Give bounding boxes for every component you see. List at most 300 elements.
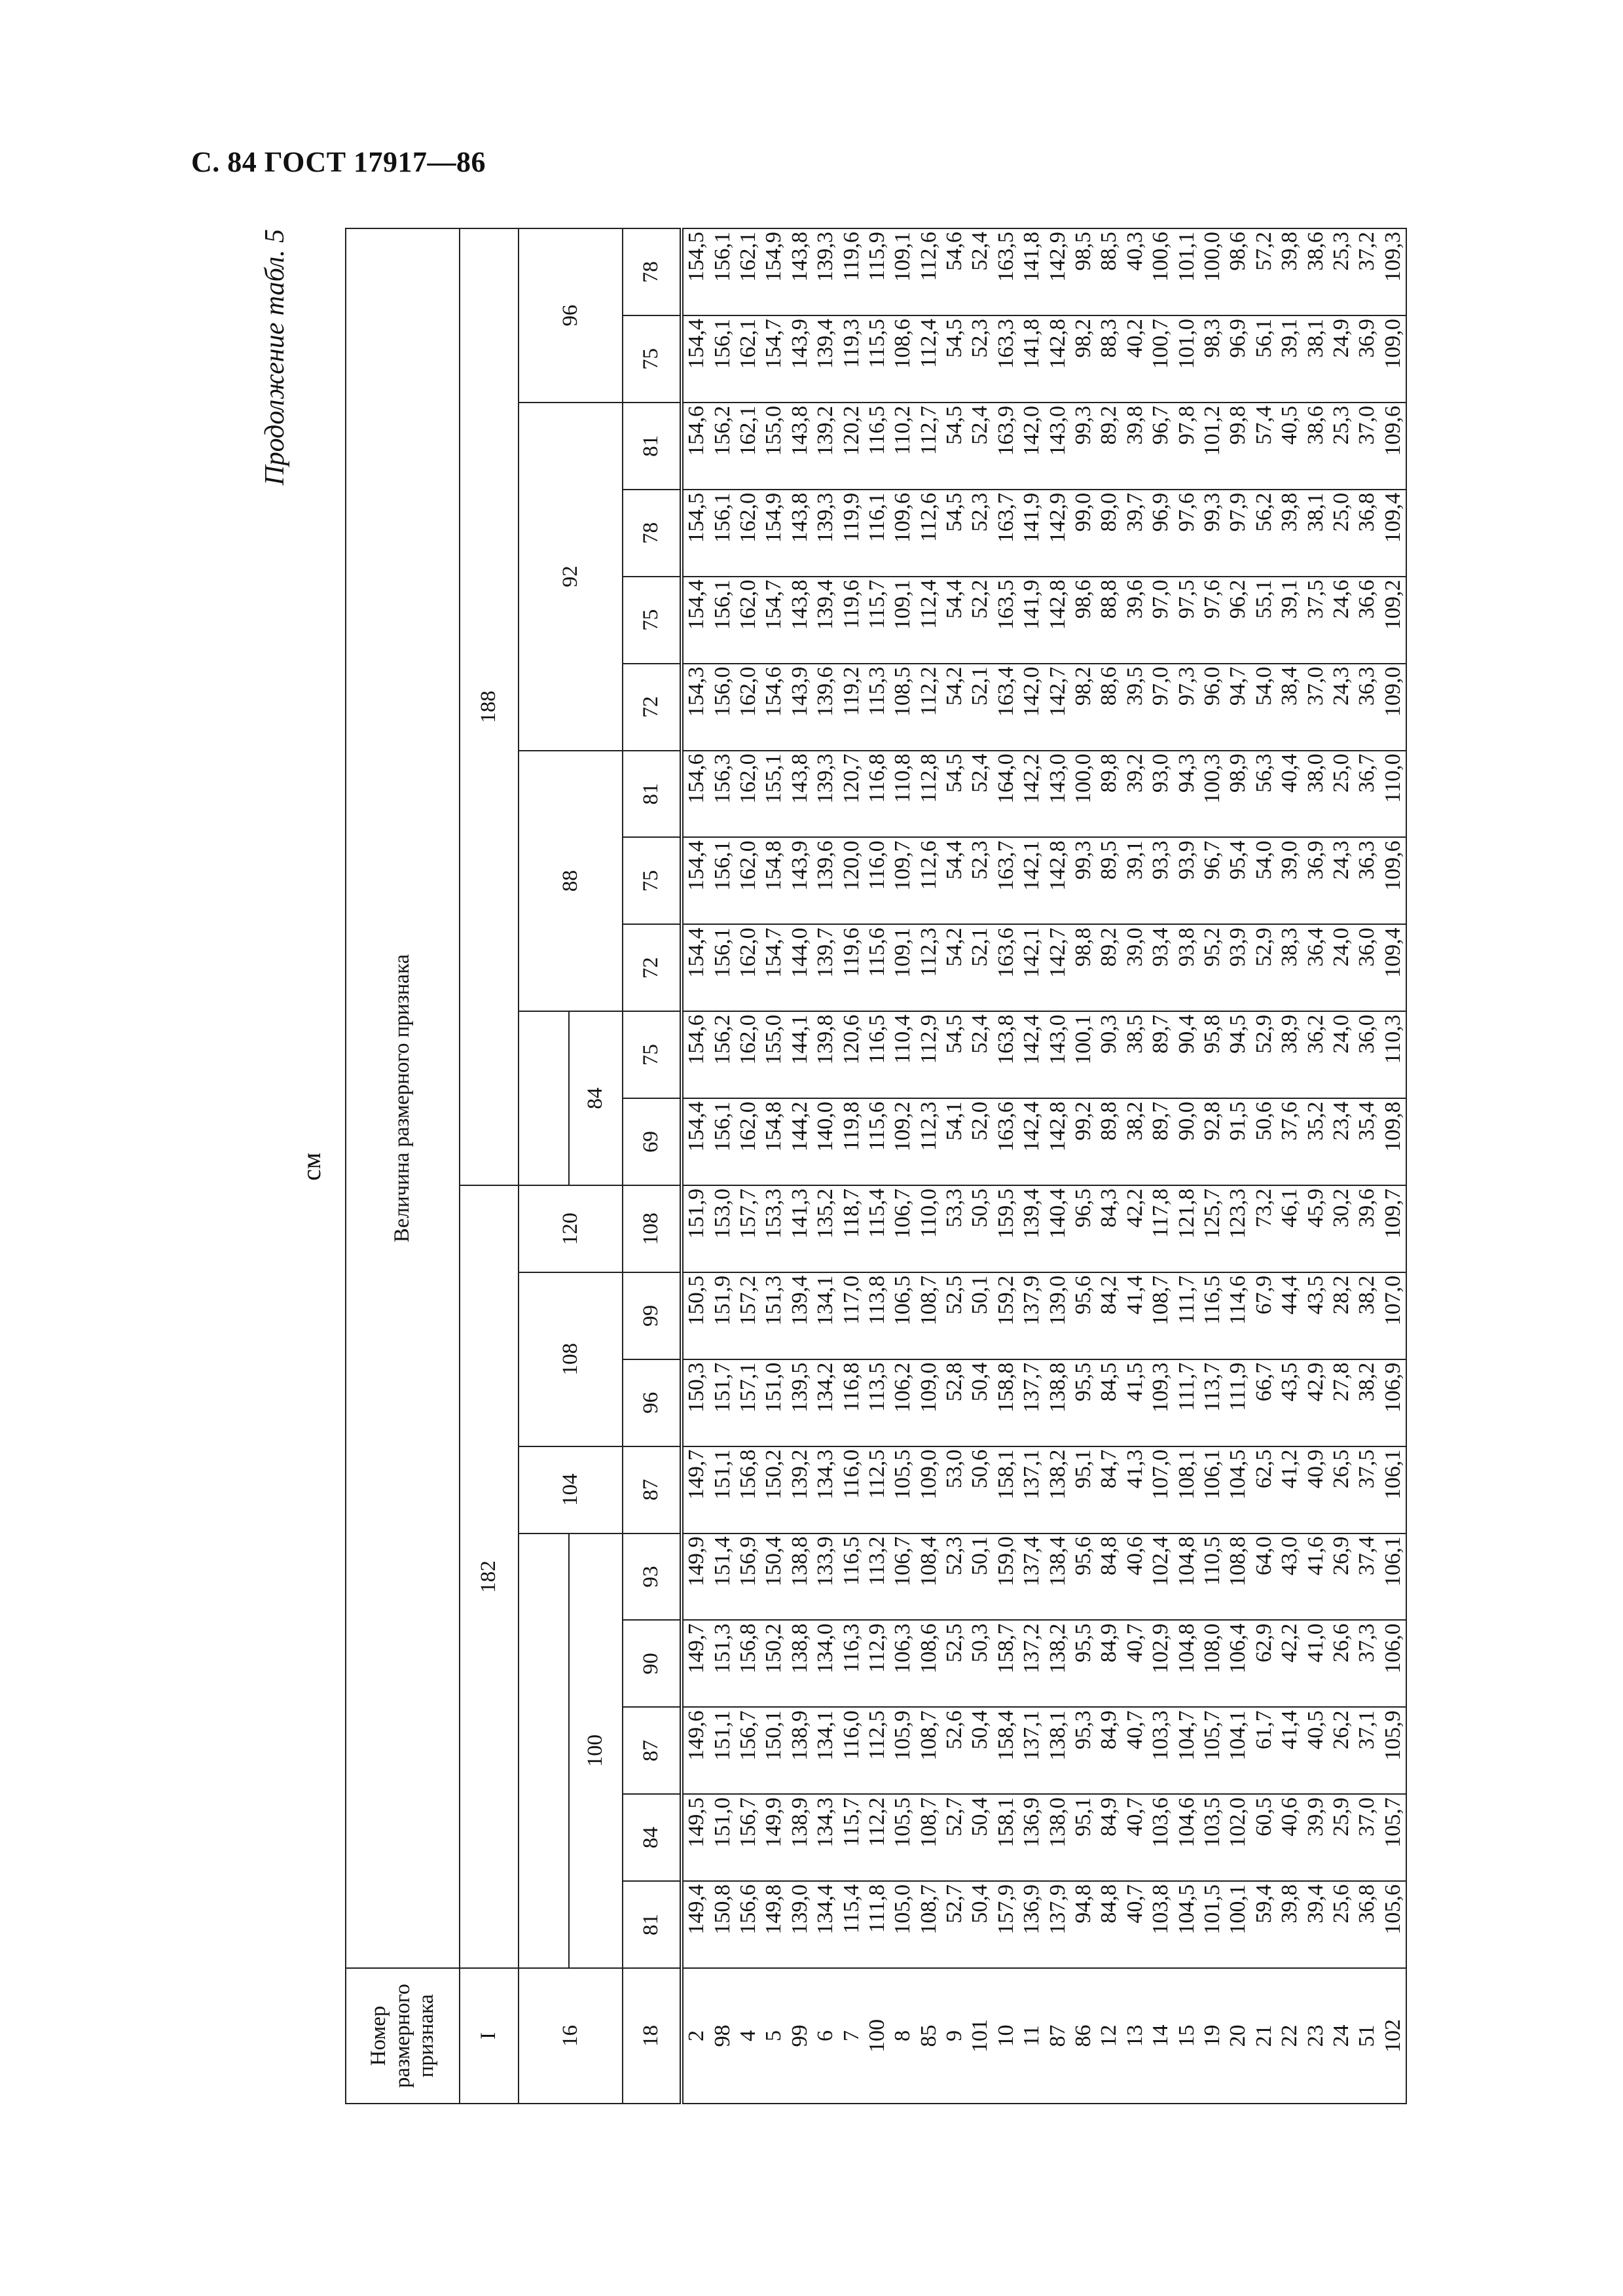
table-cell: 158,7 [993,1620,1019,1707]
table-cell: 35,2 [1302,1098,1328,1185]
table-cell: 112,3 [916,924,941,1011]
row-label: 87 [1044,1968,1070,2104]
table-cell: 108,0 [1199,1620,1225,1707]
table-row [1122,228,1148,2104]
table-cell: 88,5 [1096,228,1122,315]
table-cell: 104,5 [1225,1446,1250,1534]
table-cell: 142,4 [1019,1011,1044,1098]
table-cell: 106,4 [1225,1620,1250,1707]
table-cell: 107,0 [1380,1272,1406,1359]
table-cell: 35,4 [1354,1098,1379,1185]
table-cell: 138,4 [1044,1534,1070,1621]
table-cell: 38,1 [1302,315,1328,403]
table-cell: 150,5 [682,1272,709,1359]
table-cell: 156,1 [709,924,735,1011]
table-cell: 26,6 [1328,1620,1354,1707]
table-cell: 98,5 [1070,228,1096,315]
table-cell: 37,0 [1354,1794,1379,1881]
table-cell: 162,0 [735,837,761,924]
table-cell: 24,9 [1328,315,1354,403]
table-cell: 107,0 [1148,1446,1173,1534]
table-cell: 54,5 [941,751,967,838]
table-cell: 95,6 [1070,1272,1096,1359]
table-cell: 155,1 [761,751,786,838]
table-cell: 137,4 [1019,1534,1044,1621]
table-cell: 137,2 [1019,1620,1044,1707]
table-cell: 37,2 [1354,228,1379,315]
table-cell: 138,1 [1044,1707,1070,1794]
table-cell: 54,1 [941,1098,967,1185]
table-cell: 100,6 [1148,228,1173,315]
table-cell: 108,5 [890,664,915,751]
table-cell: 162,1 [735,403,761,490]
table-cell: 39,6 [1354,1185,1379,1272]
stub-level-1: I [460,1968,519,2104]
row-label: 51 [1354,1968,1379,2104]
table-cell: 142,2 [1019,751,1044,838]
table-cell: 158,8 [993,1359,1019,1446]
table-cell: 113,5 [864,1359,890,1446]
table-cell: 97,5 [1173,577,1199,664]
group-header: 182 [460,1185,519,1968]
table-cell: 95,4 [1225,837,1250,924]
table-cell: 36,8 [1354,1881,1379,1968]
table-cell: 54,5 [941,1011,967,1098]
table-cell: 106,2 [890,1359,915,1446]
table-cell: 36,3 [1354,664,1379,751]
table-cell: 139,4 [812,577,838,664]
table-cell: 42,2 [1122,1185,1148,1272]
table-cell: 90,3 [1096,1011,1122,1098]
table-row [1070,228,1096,2104]
row-label: 8 [890,1968,915,2104]
table-cell: 56,3 [1251,751,1277,838]
table-cell: 156,7 [735,1794,761,1881]
table-cell: 41,4 [1277,1707,1302,1794]
table-row [838,228,864,2104]
table-row [890,228,915,2104]
table-row [993,228,1019,2104]
table-cell: 112,9 [864,1620,890,1707]
column-header: 81 [623,403,682,490]
table-cell: 37,0 [1354,403,1379,490]
table-cell: 156,6 [735,1881,761,1968]
column-header: 99 [623,1272,682,1359]
table-cell: 154,6 [761,664,786,751]
table-cell: 52,3 [967,490,993,577]
table-cell: 40,7 [1122,1620,1148,1707]
table-cell: 151,0 [709,1794,735,1881]
table-cell: 106,9 [1380,1359,1406,1446]
table-cell: 140,4 [1044,1185,1070,1272]
table-cell: 96,9 [1225,315,1250,403]
table-cell: 40,2 [1122,315,1148,403]
table-cell: 50,4 [967,1881,993,1968]
table-cell: 104,5 [1173,1881,1199,1968]
table-cell: 98,9 [1225,751,1250,838]
table-cell: 112,3 [916,1098,941,1185]
table-cell: 62,5 [1251,1446,1277,1534]
table-cell: 144,0 [787,924,812,1011]
table-cell: 119,6 [838,924,864,1011]
table-row [812,228,838,2104]
table-cell: 95,5 [1070,1359,1096,1446]
table-cell: 141,8 [1019,315,1044,403]
table-cell: 108,4 [916,1534,941,1621]
column-header: 75 [623,1011,682,1098]
table-cell: 54,2 [941,924,967,1011]
table-cell: 106,1 [1380,1446,1406,1534]
table-cell: 142,1 [1019,837,1044,924]
table-cell: 100,0 [1070,751,1096,838]
table-cell: 25,3 [1328,228,1354,315]
table-cell: 143,8 [787,751,812,838]
subgroup-header: 84 [569,1011,623,1185]
table-cell: 154,4 [682,924,709,1011]
table-cell: 52,8 [941,1359,967,1446]
table-cell: 163,5 [993,228,1019,315]
row-label: 11 [1019,1968,1044,2104]
table-cell: 39,0 [1277,837,1302,924]
table-cell: 116,5 [864,403,890,490]
column-header: 90 [623,1620,682,1707]
table-cell: 89,0 [1096,490,1122,577]
table-cell: 106,0 [1380,1620,1406,1707]
table-cell: 135,2 [812,1185,838,1272]
table-cell: 162,1 [735,228,761,315]
table-cell: 108,7 [916,1272,941,1359]
table-cell: 41,6 [1302,1534,1328,1621]
table-cell: 149,6 [682,1707,709,1794]
table-cell: 43,5 [1302,1272,1328,1359]
table-cell: 139,3 [812,751,838,838]
table-cell: 139,2 [787,1446,812,1534]
table-cell: 23,4 [1328,1098,1354,1185]
table-cell: 39,2 [1122,751,1148,838]
row-label: 101 [967,1968,993,2104]
table-cell: 154,6 [682,1011,709,1098]
table-cell: 41,4 [1122,1272,1148,1359]
table-cell: 134,1 [812,1707,838,1794]
table-cell: 93,8 [1173,924,1199,1011]
table-cell: 163,6 [993,924,1019,1011]
table-row [1096,228,1122,2104]
table-cell: 108,7 [916,1794,941,1881]
table-cell: 54,4 [941,837,967,924]
table-cell: 42,2 [1277,1620,1302,1707]
table-cell: 149,7 [682,1446,709,1534]
table-cell: 115,6 [864,1098,890,1185]
table-cell: 109,3 [1380,228,1406,315]
table-cell: 119,6 [838,577,864,664]
table-cell: 91,5 [1225,1098,1250,1185]
table-cell: 36,6 [1354,577,1379,664]
table-cell: 143,0 [1044,403,1070,490]
table-cell: 156,9 [735,1534,761,1621]
table-cell: 158,4 [993,1707,1019,1794]
table-cell: 110,4 [890,1011,915,1098]
column-header: 78 [623,490,682,577]
table-cell: 39,6 [1122,577,1148,664]
table-cell: 113,8 [864,1272,890,1359]
table-cell: 151,1 [709,1446,735,1534]
table-cell: 36,7 [1354,751,1379,838]
stub-title: Номер размерного признака [346,1968,460,2104]
table-cell: 99,3 [1199,490,1225,577]
table-cell: 143,0 [1044,1011,1070,1098]
table-cell: 64,0 [1251,1534,1277,1621]
table-row [1173,228,1199,2104]
table-cell: 52,3 [967,315,993,403]
table-cell: 97,6 [1199,577,1225,664]
table-cell: 138,8 [1044,1359,1070,1446]
table-cell: 38,6 [1302,228,1328,315]
table-cell: 54,0 [1251,664,1277,751]
table-cell: 162,0 [735,490,761,577]
table-cell: 154,5 [682,228,709,315]
table-cell: 39,8 [1277,1881,1302,1968]
table-cell: 110,8 [890,751,915,838]
table-caption: Продолжение табл. 5 [260,229,290,486]
table-cell: 110,3 [1380,1011,1406,1098]
table-cell: 139,7 [812,924,838,1011]
table-cell: 143,9 [787,837,812,924]
table-cell: 151,3 [761,1272,786,1359]
table-cell: 143,8 [787,228,812,315]
table-cell: 30,2 [1328,1185,1354,1272]
table-cell: 154,5 [682,490,709,577]
table-cell: 120,6 [838,1011,864,1098]
table-cell: 155,0 [761,1011,786,1098]
table-cell: 149,9 [682,1534,709,1621]
table-cell: 163,7 [993,490,1019,577]
table-cell: 105,9 [890,1707,915,1794]
table-cell: 27,8 [1328,1359,1354,1446]
column-header: 84 [623,1794,682,1881]
table-cell: 102,4 [1148,1534,1173,1621]
table-cell: 151,3 [709,1620,735,1707]
table-cell: 106,7 [890,1534,915,1621]
row-label: 15 [1173,1968,1199,2104]
table-wrapper [345,229,1407,2104]
table-cell: 56,2 [1251,490,1277,577]
subgroup-header: 108 [519,1272,623,1446]
row-label: 4 [735,1968,761,2104]
table-cell: 52,4 [967,751,993,838]
table-cell: 88,8 [1096,577,1122,664]
table-cell: 117,0 [838,1272,864,1359]
table-cell: 151,9 [682,1185,709,1272]
table-cell: 141,9 [1019,577,1044,664]
column-header: 75 [623,577,682,664]
table-cell: 149,9 [761,1794,786,1881]
table-cell: 118,7 [838,1185,864,1272]
subgroup-header: 104 [519,1446,623,1534]
table-cell: 139,0 [1044,1272,1070,1359]
table-cell: 96,0 [1199,664,1225,751]
subgroup-header: 88 [519,751,623,1012]
table-cell: 116,0 [838,1707,864,1794]
row-label: 10 [993,1968,1019,2104]
table-row [967,228,993,2104]
table-cell: 100,1 [1070,1011,1096,1098]
table-cell: 150,1 [761,1707,786,1794]
table-cell: 153,3 [761,1185,786,1272]
table-cell: 41,2 [1277,1446,1302,1534]
table-cell: 105,9 [1380,1707,1406,1794]
table-cell: 38,4 [1277,664,1302,751]
table-cell: 112,6 [916,228,941,315]
table-cell: 40,9 [1302,1446,1328,1534]
table-cell: 110,0 [1380,751,1406,838]
table-cell: 41,3 [1122,1446,1148,1534]
table-cell: 52,3 [941,1534,967,1621]
table-cell: 36,4 [1302,924,1328,1011]
row-label: 7 [838,1968,864,2104]
table-cell: 60,5 [1251,1794,1277,1881]
table-cell: 115,7 [838,1794,864,1881]
subgroup-header: 96 [519,228,623,403]
table-cell: 89,5 [1096,837,1122,924]
table-cell: 140,0 [812,1098,838,1185]
table-cell: 105,6 [1380,1881,1406,1968]
table-cell: 109,0 [916,1446,941,1534]
stub-level-3: 18 [623,1968,682,2104]
stub-level-2: 16 [519,1968,623,2104]
table-cell: 141,3 [787,1185,812,1272]
table-cell: 100,0 [1199,228,1225,315]
table-cell: 57,4 [1251,403,1277,490]
table-cell: 119,8 [838,1098,864,1185]
table-cell: 54,5 [941,315,967,403]
table-cell: 104,8 [1173,1620,1199,1707]
table-cell: 96,2 [1225,577,1250,664]
table-row [941,228,967,2104]
table-cell: 134,1 [812,1272,838,1359]
table-cell: 108,7 [1148,1272,1173,1359]
table-cell: 139,6 [812,664,838,751]
table-cell: 142,0 [1019,664,1044,751]
table-cell: 37,1 [1354,1707,1379,1794]
table-cell: 162,1 [735,315,761,403]
table-cell: 163,4 [993,664,1019,751]
header-row-level1 [460,228,519,2104]
table-cell: 39,1 [1122,837,1148,924]
table-cell: 25,6 [1328,1881,1354,1968]
table-cell: 154,9 [761,228,786,315]
table-cell: 154,4 [682,1098,709,1185]
table-cell: 115,4 [864,1185,890,1272]
table-cell: 105,0 [890,1881,915,1968]
table-cell: 143,0 [1044,751,1070,838]
table-cell: 66,7 [1251,1359,1277,1446]
column-header: 87 [623,1707,682,1794]
table-cell: 25,9 [1328,1794,1354,1881]
table-cell: 24,3 [1328,837,1354,924]
table-cell: 151,4 [709,1534,735,1621]
table-cell: 40,7 [1122,1794,1148,1881]
table-cell: 109,6 [1380,403,1406,490]
table-cell: 93,4 [1148,924,1173,1011]
table-cell: 89,7 [1148,1098,1173,1185]
table-cell: 41,5 [1122,1359,1148,1446]
table-cell: 92,8 [1199,1098,1225,1185]
table-cell: 97,0 [1148,577,1173,664]
table-cell: 100,7 [1148,315,1173,403]
table-cell: 56,1 [1251,315,1277,403]
table-cell: 112,2 [864,1794,890,1881]
table-cell: 139,4 [812,315,838,403]
table-cell: 154,7 [761,924,786,1011]
table-cell: 154,7 [761,577,786,664]
row-label: 6 [812,1968,838,2104]
row-label: 20 [1225,1968,1250,2104]
column-header: 87 [623,1446,682,1534]
table-cell: 150,2 [761,1620,786,1707]
table-cell: 112,4 [916,577,941,664]
table-cell: 39,4 [1302,1881,1328,1968]
header-row-titles [346,228,460,2104]
table-cell: 139,8 [812,1011,838,1098]
table-cell: 115,9 [864,228,890,315]
table-cell: 156,1 [709,837,735,924]
column-header: 108 [623,1185,682,1272]
table-cell: 50,6 [967,1446,993,1534]
table-cell: 104,1 [1225,1707,1250,1794]
value-title: Величина размерного признака [346,228,460,1968]
table-cell: 36,9 [1302,837,1328,924]
table-cell: 154,7 [761,315,786,403]
table-row [761,228,786,2104]
table-cell: 38,2 [1354,1272,1379,1359]
table-cell: 25,0 [1328,751,1354,838]
table-row [1380,228,1406,2104]
table-cell: 109,1 [890,577,915,664]
table-cell: 55,1 [1251,577,1277,664]
table-cell: 36,0 [1354,1011,1379,1098]
table-row [1019,228,1044,2104]
table-cell: 88,3 [1096,315,1122,403]
data-table [345,228,1407,2104]
table-cell: 52,0 [967,1098,993,1185]
subgroup-header: 100 [569,1534,623,1968]
table-cell: 109,1 [890,228,915,315]
table-cell: 84,7 [1096,1446,1122,1534]
table-cell: 52,2 [967,577,993,664]
table-cell: 53,0 [941,1446,967,1534]
table-cell: 108,6 [890,315,915,403]
table-cell: 111,7 [1173,1359,1199,1446]
table-cell: 154,8 [761,837,786,924]
table-cell: 156,1 [709,490,735,577]
table-cell: 40,6 [1277,1794,1302,1881]
table-cell: 157,9 [993,1881,1019,1968]
table-cell: 39,1 [1277,315,1302,403]
table-cell: 39,8 [1277,490,1302,577]
table-cell: 52,9 [1251,1011,1277,1098]
table-cell: 94,3 [1173,751,1199,838]
table-cell: 138,9 [787,1707,812,1794]
table-cell: 25,3 [1328,403,1354,490]
table-cell: 93,0 [1148,751,1173,838]
table-cell: 45,9 [1302,1185,1328,1272]
table-cell: 154,4 [682,315,709,403]
table-cell: 137,9 [1044,1881,1070,1968]
table-row [787,228,812,2104]
table-cell: 97,0 [1148,664,1173,751]
table-cell: 142,9 [1044,228,1070,315]
table-cell: 151,0 [761,1359,786,1446]
